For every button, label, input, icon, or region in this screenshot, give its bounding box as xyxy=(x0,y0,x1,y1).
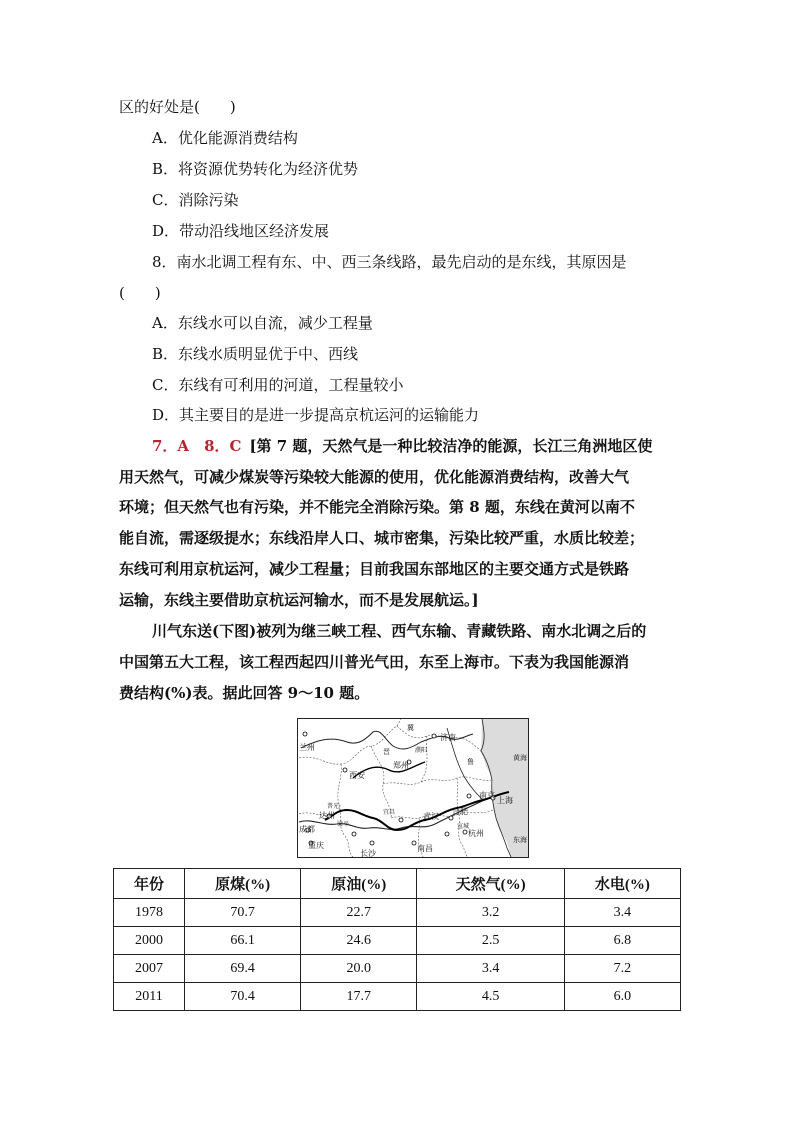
column-header: 年份 xyxy=(114,869,185,899)
table-cell: 22.7 xyxy=(301,899,417,927)
table-cell: 1978 xyxy=(114,899,185,927)
column-header: 水电(%) xyxy=(564,869,680,899)
column-header: 原煤(%) xyxy=(185,869,301,899)
map-label: 长沙 xyxy=(360,849,376,858)
table-cell: 24.6 xyxy=(301,927,417,955)
table-cell: 69.4 xyxy=(185,955,301,983)
map-label: 冀 xyxy=(407,724,414,732)
map-label: 成都 xyxy=(299,825,315,834)
table-cell: 17.7 xyxy=(301,983,417,1011)
question7-option-a: A．优化能源消费结构 xyxy=(152,129,298,147)
question8-option-a: A．东线水可以自流，减少工程量 xyxy=(152,314,373,332)
answer-first-line xyxy=(152,436,652,456)
question7-stem-end: 区的好处是( ) xyxy=(119,98,236,116)
answer-explanation-line: 东线可利用京杭运河，减少工程量；目前我国东部地区的主要交通方式是铁路 xyxy=(119,560,630,578)
map-label: 宣城 xyxy=(457,823,470,830)
map-label: 晋 xyxy=(383,748,390,756)
table-cell: 2000 xyxy=(114,927,185,955)
map-label: 郑州 xyxy=(393,761,409,770)
map-label: 西安 xyxy=(349,771,365,780)
map-label: 兰州 xyxy=(299,743,315,752)
question7-option-d: D．带动沿线地区经济发展 xyxy=(152,222,330,240)
map-label: 合肥 xyxy=(452,807,468,816)
table-cell: 70.4 xyxy=(185,983,301,1011)
table-cell: 7.2 xyxy=(564,955,680,983)
map-label: 上海 xyxy=(497,796,513,805)
table-cell: 6.0 xyxy=(564,983,680,1011)
map-label: 南京 xyxy=(479,791,495,800)
question8-stem: 8．南水北调工程有东、中、西三条线路，最先启动的是东线，其原因是 xyxy=(152,253,627,271)
intro-line: 费结构(%)表。据此回答 9～10 题。 xyxy=(119,684,370,702)
map-label: 东海 xyxy=(513,836,527,844)
table-row xyxy=(114,899,681,927)
question8-option-b: B．东线水质明显优于中、西线 xyxy=(152,345,359,363)
map-label: 杭州 xyxy=(468,829,484,838)
column-header: 原油(%) xyxy=(301,869,417,899)
table-cell: 3.4 xyxy=(417,955,564,983)
table-cell: 66.1 xyxy=(185,927,301,955)
table-cell: 3.2 xyxy=(417,899,564,927)
map-label: 济南 xyxy=(440,733,456,742)
answer-key: 7．A 8．C xyxy=(152,437,242,455)
energy-structure-table xyxy=(113,868,681,1011)
pipeline-map xyxy=(297,718,529,858)
map-label: 达州 xyxy=(319,811,335,820)
table-cell: 20.0 xyxy=(301,955,417,983)
map-label: 南昌 xyxy=(417,844,433,853)
question7-option-c: C．消除污染 xyxy=(152,191,239,209)
map-label: 濮阳 xyxy=(415,747,428,754)
table-header-row xyxy=(114,869,681,899)
table-cell: 2.5 xyxy=(417,927,564,955)
table-row xyxy=(114,955,681,983)
question8-option-d: D．其主要目的是进一步提高京杭运河的运输能力 xyxy=(152,406,480,424)
table-row xyxy=(114,983,681,1011)
map-label: 梁平 xyxy=(337,821,350,828)
answer-explanation-line: [第 7 题，天然气是一种比较洁净的能源，长江三角洲地区使 xyxy=(249,437,653,455)
table-cell: 4.5 xyxy=(417,983,564,1011)
question8-option-c: C．东线有可利用的河道，工程量较小 xyxy=(152,376,404,394)
table-cell: 6.8 xyxy=(564,927,680,955)
answer-explanation-line: 环境；但天然气也有污染，并不能完全消除污染。第 8 题，东线在黄河以南不 xyxy=(119,498,635,516)
table-row xyxy=(114,927,681,955)
map-label: 鲁 xyxy=(467,758,474,766)
intro-line: 川气东送(下图)被列为继三峡工程、西气东输、青藏铁路、南水北调之后的 xyxy=(152,622,647,640)
table-cell: 70.7 xyxy=(185,899,301,927)
question8-stem-paren: ( ) xyxy=(119,284,161,302)
table-cell: 2011 xyxy=(114,983,185,1011)
question7-option-b: B．将资源优势转化为经济优势 xyxy=(152,160,359,178)
table-cell: 3.4 xyxy=(564,899,680,927)
map-label: 重庆 xyxy=(308,841,324,850)
intro-line: 中国第五大工程，该工程西起四川普光气田，东至上海市。下表为我国能源消 xyxy=(119,653,630,671)
table-cell: 2007 xyxy=(114,955,185,983)
answer-explanation-line: 能自流，需逐级提水；东线沿岸人口、城市密集，污染比较严重，水质比较差； xyxy=(119,529,645,547)
map-label: 武汉 xyxy=(423,812,439,821)
map-label: 宜昌 xyxy=(383,809,396,816)
answer-explanation-line: 运输，东线主要借助京杭运河输水，而不是发展航运。] xyxy=(119,591,479,609)
column-header: 天然气(%) xyxy=(417,869,564,899)
map-label: 黄海 xyxy=(513,754,527,762)
answer-explanation-line: 用天然气，可减少煤炭等污染较大能源的使用，优化能源消费结构，改善大气 xyxy=(119,468,630,486)
map-label: 普光 xyxy=(327,803,340,810)
